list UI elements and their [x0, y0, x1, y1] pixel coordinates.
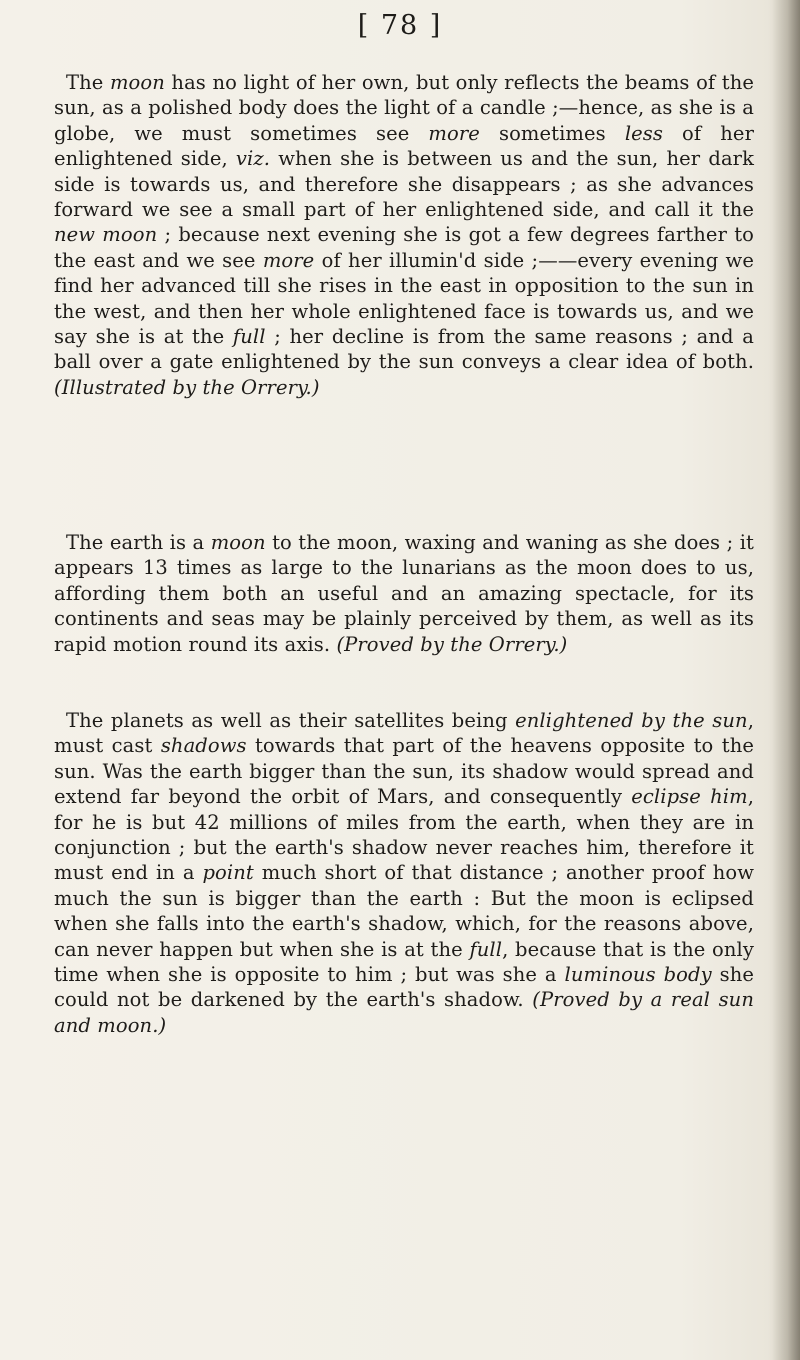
paragraph-earth-as-moon: The earth is a moon to the moon, waxing and waning as she does ; it appears 13 times as large to the lunarians as the moon does to us, affording them both an useful and an amazing spectacle, for its continents and seas may be plainly perceived by them, as well as its rapid motion round its axis. (Proved by the Orrery.)	[54, 531, 754, 656]
page-number-header: [ 78 ]	[357, 10, 443, 41]
paragraph-moon-phases: The moon has no light of her own, but only reflects the beams of the sun, as a polished body does the light of a candle ;—hence, as she is a globe, we must sometimes see more sometimes less of her enlightened side, viz. when she is between us and the sun, her dark side is towards us, and therefore she disappears ; as she advances forward we see a small part of her enlightened side, and call it the new moon ; because next evening she is got a few degrees farther to the east and we see more of her illumin'd side ;——every evening we find her advanced till she rises in the east in opposition to the sun in the west, and then her whole enlightened face is towards us, and we say she is at the full ; her decline is from the same reasons ; and a ball over a gate enlightened by the sun conveys a clear idea of both. (Illustrated by the Orrery.)	[54, 71, 755, 399]
paragraph-shadows-eclipses: The planets as well as their satellites being enlightened by the sun, must cast shadows towards that part of the heavens opposite to the sun. Was the earth bigger than the sun, its shadow would spread and extend far beyond the orbit of Mars, and consequently eclipse him, for he is but 42 millions of miles from the earth, when they are in conjunction ; but the earth's shadow never reaches him, therefore it must end in a point much short of that distance ; another proof how much the sun is bigger than the earth : But the moon is eclipsed when she falls into the earth's shadow, which, for the reasons above, can never happen but when she is at the full, because that is the only time when she is opposite to him ; but was she a luminous body she could not be darkened by the earth's shadow. (Proved by a real sun and moon.)	[54, 709, 755, 1037]
page-edge-shadow	[772, 0, 800, 1360]
